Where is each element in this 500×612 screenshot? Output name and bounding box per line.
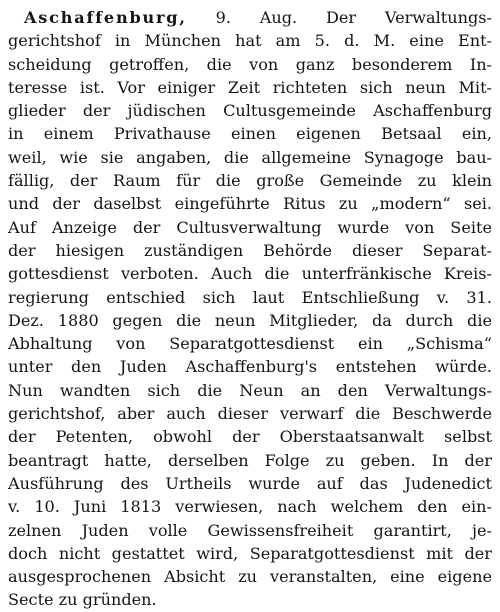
article-text-line: in einem Privathause einen eigenen Betsaal ein,	[8, 124, 492, 144]
article-dateline-rest: 9. Aug. Der Verwaltungs-	[186, 8, 492, 27]
article-text-line: Abhaltung von Separatgottesdienst ein „Schisma“	[8, 334, 492, 354]
article-text-line: Nun wandten sich die Neun an den Verwaltungs-	[8, 380, 492, 400]
article-first-line	[8, 6, 492, 29]
article-text-line: gerichtshof in München hat am 5. d. M. eine Ent-	[8, 31, 492, 51]
article-text-line: unter den Juden Aschaffenburg's entstehen würde.	[8, 357, 492, 377]
article-text-line: der Petenten, obwohl der Oberstaatsanwalt selbst	[8, 427, 492, 447]
article-text-line: glieder der jüdischen Cultusgemeinde Aschaffenburg	[8, 101, 492, 121]
article-text-line: Auf Anzeige der Cultusverwaltung wurde von Seite	[8, 217, 492, 237]
article-text-line: regierung entschied sich laut Entschließung v. 31.	[8, 287, 492, 307]
newspaper-article	[8, 6, 492, 612]
article-text-line: teresse ist. Vor einiger Zeit richteten sich neun Mit-	[8, 77, 492, 97]
article-dateline-place: Aschaffenburg,	[24, 8, 187, 27]
article-text-line: beantragt hatte, derselben Folge zu geben. In der	[8, 450, 492, 470]
article-text-line: Ausführung des Urtheils wurde auf das Judenedict	[8, 473, 492, 493]
article-text-line: der hiesigen zuständigen Behörde dieser Separat-	[8, 240, 492, 260]
article-text-line: scheidung getroffen, die von ganz besonderem In-	[8, 54, 492, 74]
article-text-line: fällig, der Raum für die große Gemeinde zu klein	[8, 171, 492, 191]
article-text-line: gottesdienst verboten. Auch die unterfränkische Kreis-	[8, 264, 492, 284]
article-text-line: Dez. 1880 gegen die neun Mitglieder, da durch die	[8, 310, 492, 330]
article-text-line: doch nicht gestattet wird, Separatgottesdienst mit der	[8, 543, 492, 563]
article-text-line: gerichtshof, aber auch dieser verwarf die Beschwerde	[8, 404, 492, 424]
article-text-line: und der daselbst eingeführte Ritus zu „modern“ sei.	[8, 194, 492, 214]
article-text-line: v. 10. Juni 1813 verwiesen, nach welchem den ein-	[8, 497, 492, 517]
article-last-line: Secte zu gründen.	[8, 590, 157, 610]
article-text-line: zelnen Juden volle Gewissensfreiheit garantirt, je-	[8, 520, 492, 540]
article-text-line: ausgesprochenen Absicht zu veranstalten, eine eigene	[8, 567, 492, 587]
article-text-line: weil, wie sie angaben, die allgemeine Synagoge bau-	[8, 147, 492, 167]
